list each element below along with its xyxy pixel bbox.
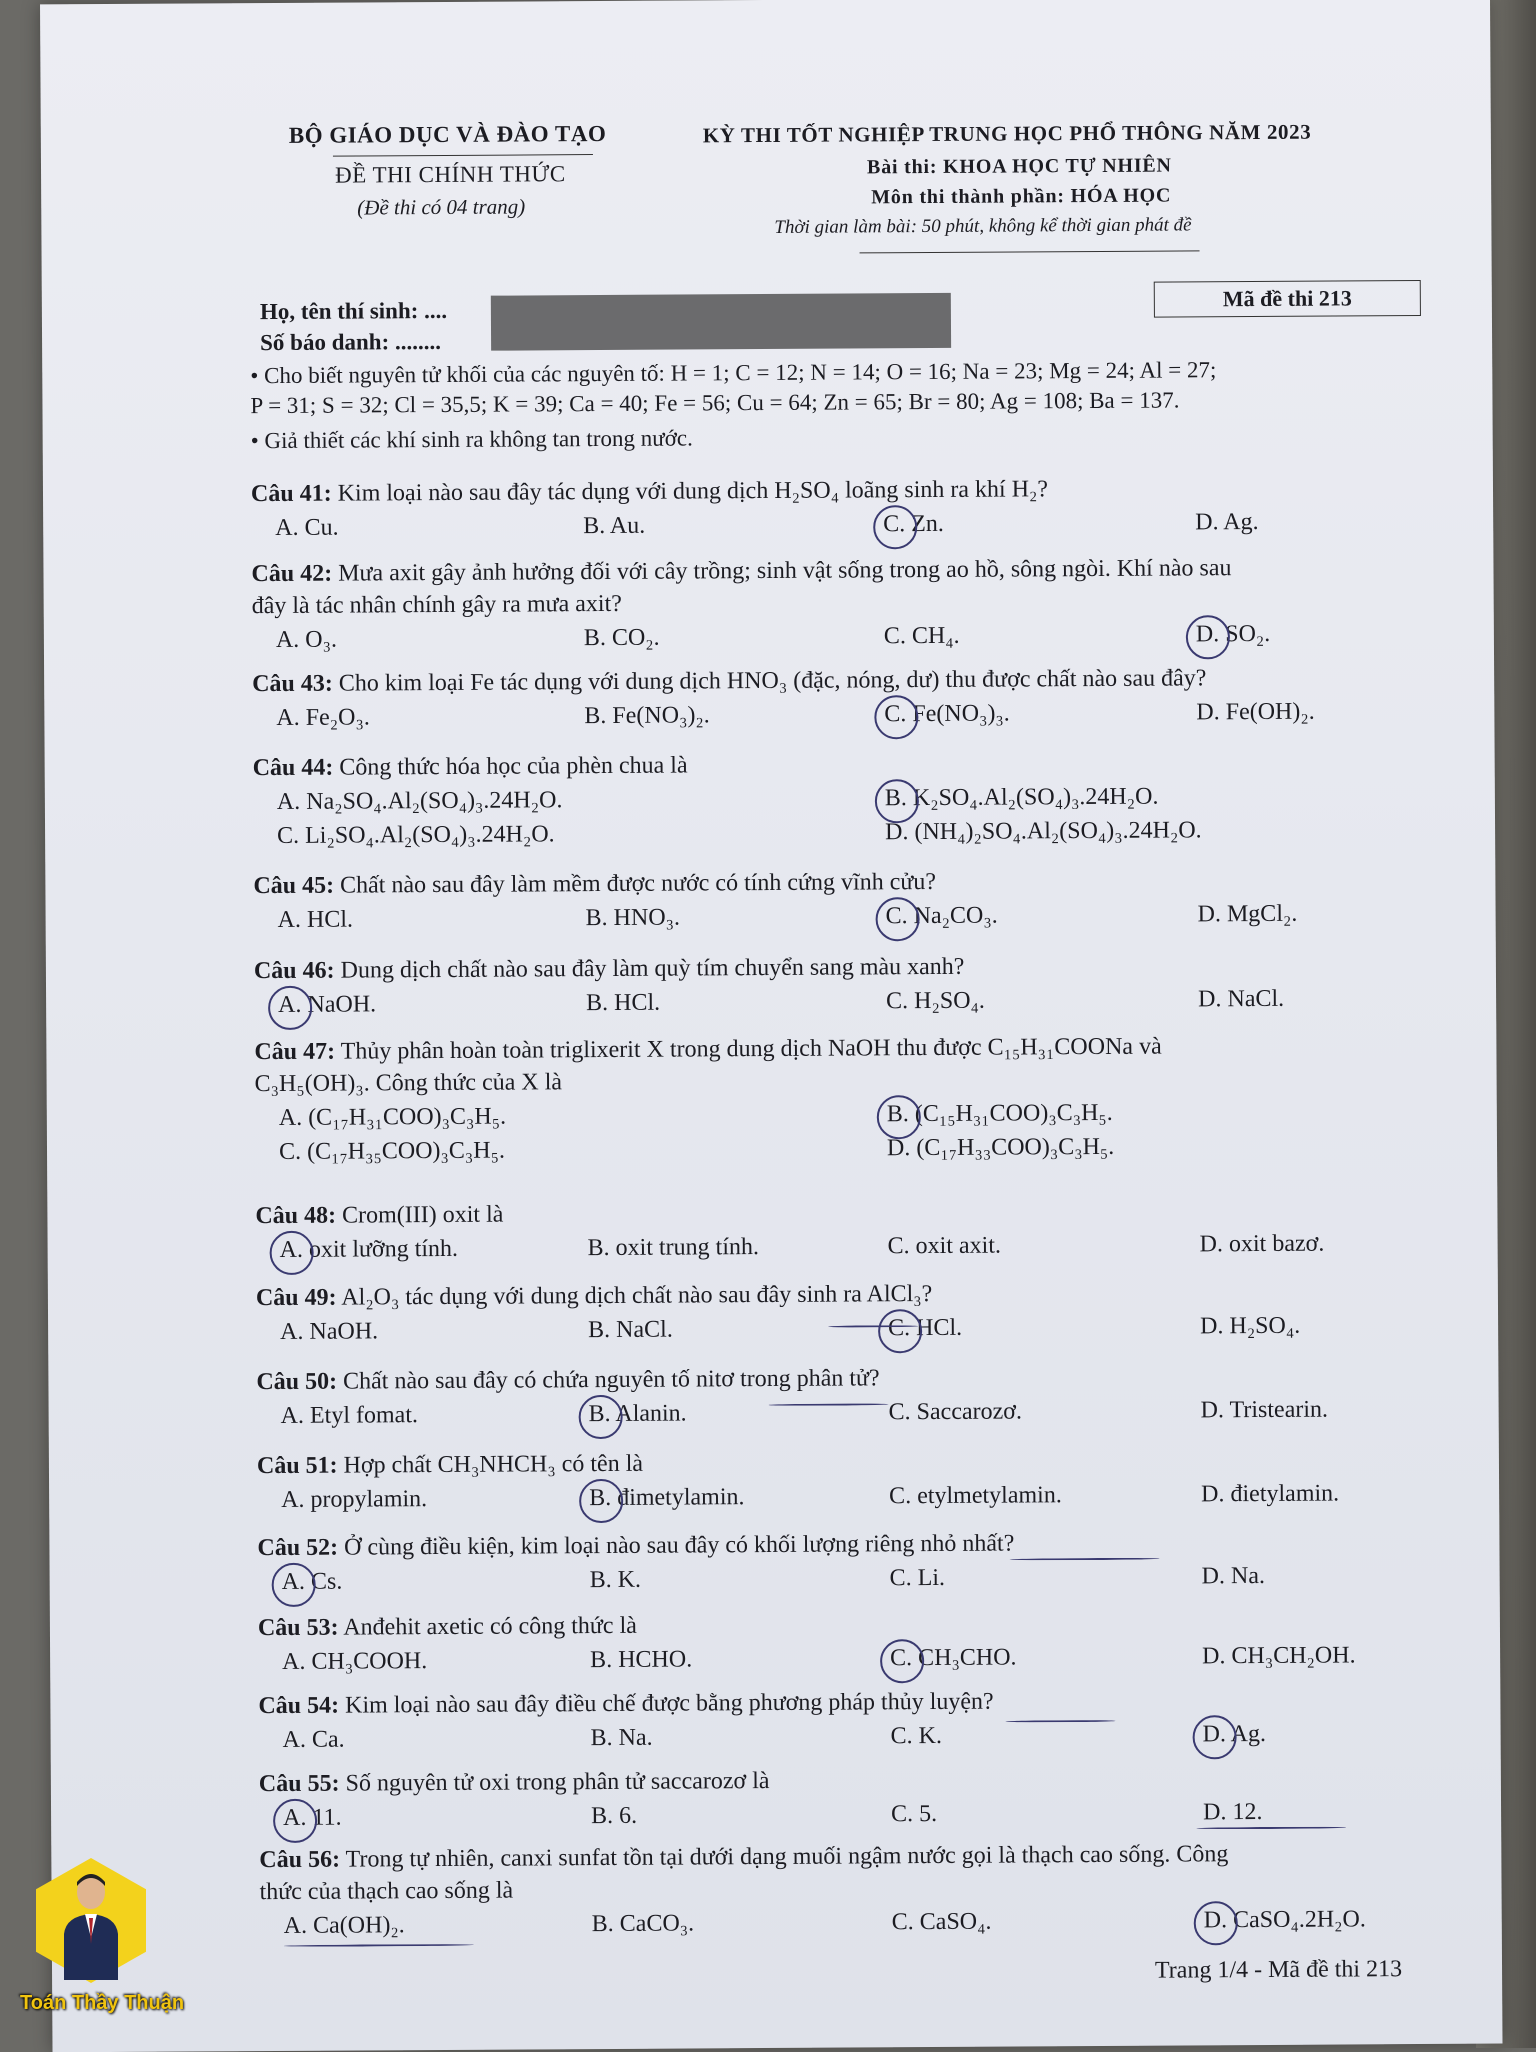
answer-option: B. K₂SO₄.Al₂(SO₄)₃.24H₂O. xyxy=(884,783,1159,812)
answer-option: A. CH₃COOH. xyxy=(282,1648,428,1675)
question-text: Mưa axit gây ảnh hưởng đối với cây trồng; sinh vật sống trong ao hồ, sông ngòi. Khí nào sau xyxy=(338,555,1232,587)
answer-option: B. K. xyxy=(589,1566,642,1594)
answer-option: C. etylmetylamin. xyxy=(889,1482,1062,1510)
answer-option: D. Tristearin. xyxy=(1200,1396,1329,1424)
answer-option: D. oxit bazơ. xyxy=(1199,1230,1325,1258)
redaction-box xyxy=(491,293,951,351)
gas-assumption: • Giả thiết các khí sinh ra không tan trong nước. xyxy=(250,425,693,454)
question-stem xyxy=(255,1202,503,1231)
question-number: Câu 45: xyxy=(253,872,335,900)
answer-option: A. Etyl fomat. xyxy=(280,1402,419,1429)
handwritten-underline-mark xyxy=(1010,1558,1160,1561)
answer-option: C. oxit axit. xyxy=(887,1232,1002,1260)
question-number: Câu 49: xyxy=(255,1284,337,1312)
question-number: Câu 53: xyxy=(257,1614,339,1642)
question-number: Câu 51: xyxy=(256,1452,338,1480)
answer-option: C. Saccarozơ. xyxy=(888,1398,1023,1426)
question-stem xyxy=(259,1768,770,1798)
question-text: Chất nào sau đây làm mềm được nước có tính cứng vĩnh cửu? xyxy=(339,868,937,899)
question-text: Kim loại nào sau đây tác dụng với dung dịch H₂SO₄ loãng sinh ra khí H₂? xyxy=(337,476,1049,507)
answer-option: C. Na₂CO₃. xyxy=(885,902,998,930)
question-stem xyxy=(257,1531,1014,1563)
answer-option: B. CO₂. xyxy=(583,624,660,652)
answer-option: B. Au. xyxy=(583,512,646,540)
atomic-mass-info: • Cho biết nguyên tử khối của các nguyên tố: H = 1; C = 12; N = 14; O = 16; Na = 23; Mg = 24; Al = 27; xyxy=(250,357,1217,389)
answer-option: D. (C₁₇H₃₃COO)₃C₃H₅. xyxy=(886,1133,1115,1162)
answer-option: A. O₃. xyxy=(275,626,338,653)
answer-option: D. Na. xyxy=(1201,1562,1266,1590)
question-number: Câu 52: xyxy=(257,1534,339,1562)
answer-option: B. HCl. xyxy=(586,989,661,1017)
handwritten-circle-mark xyxy=(875,897,919,941)
handwritten-circle-mark xyxy=(878,1309,922,1353)
answer-option: B. oxit trung tính. xyxy=(587,1234,760,1262)
handwritten-circle-mark xyxy=(1194,1901,1238,1945)
answer-option: B. Alanin. xyxy=(588,1400,687,1428)
exam-title: KỲ THI TỐT NGHIỆP TRUNG HỌC PHỔ THÔNG NĂM 2023 xyxy=(702,119,1312,148)
answer-option: A. NaOH. xyxy=(280,1318,379,1345)
answer-option: C. HCl. xyxy=(888,1314,963,1342)
question-text: Hợp chất CH₃NHCH₃ có tên là xyxy=(343,1450,644,1479)
question-text-continued: C₃H₅(OH)₃. Công thức của X là xyxy=(254,1069,563,1098)
question-number: Câu 55: xyxy=(258,1770,340,1798)
question-text: Công thức hóa học của phèn chua là xyxy=(339,752,688,781)
question-text: Trong tự nhiên, canxi sunfat tồn tại dưới dạng muối ngậm nước gọi là thạch cao sống. Công xyxy=(345,1841,1229,1873)
answer-option: B. Na. xyxy=(590,1724,653,1752)
answer-option: B. NaCl. xyxy=(588,1316,673,1344)
handwritten-underline-mark xyxy=(1006,1720,1116,1723)
question-stem xyxy=(259,1841,1228,1874)
question-number: Câu 44: xyxy=(252,754,334,782)
answer-option: D. 12. xyxy=(1202,1798,1263,1826)
handwritten-underline-mark xyxy=(284,1944,474,1947)
question-stem xyxy=(254,1034,1161,1067)
atomic-mass-info-continued: P = 31; S = 32; Cl = 35,5; K = 39; Ca = 40; Fe = 56; Cu = 64; Zn = 65; Br = 80; Ag = 108; Ba = 137. xyxy=(250,387,1180,419)
question-text: Ở cùng điều kiện, kim loại nào sau đây có khối lượng riêng nhỏ nhất? xyxy=(344,1530,1015,1561)
answer-option: C. Fe(NO₃)₃. xyxy=(884,700,1010,728)
answer-option: B. HNO₃. xyxy=(585,904,681,932)
handwritten-circle-mark xyxy=(874,695,918,739)
answer-option: C. (C₁₇H₃₅COO)₃C₃H₅. xyxy=(278,1137,506,1165)
answer-option: D. Ag. xyxy=(1195,508,1259,536)
answer-option: B. Fe(NO₃)₂. xyxy=(584,702,710,730)
answer-option: B. (C₁₅H₃₁COO)₃C₃H₅. xyxy=(886,1099,1113,1128)
question-number: Câu 50: xyxy=(256,1368,338,1396)
answer-option: A. Na₂SO₄.Al₂(SO₄)₃.24H₂O. xyxy=(276,787,563,815)
handwritten-underline-mark xyxy=(769,1403,889,1406)
question-stem xyxy=(258,1689,993,1720)
answer-option: B. 6. xyxy=(591,1802,638,1830)
answer-option: C. CH₄. xyxy=(883,622,960,650)
answer-option: A. NaOH. xyxy=(278,991,377,1018)
answer-option: D. CH₃CH₂OH. xyxy=(1202,1642,1356,1670)
handwritten-circle-mark xyxy=(268,986,312,1030)
answer-option: D. H₂SO₄. xyxy=(1200,1312,1301,1340)
question-stem xyxy=(257,1451,643,1480)
question-stem xyxy=(256,1281,933,1312)
exam-paper xyxy=(40,0,1502,2052)
answer-option: C. H₂SO₄. xyxy=(886,987,985,1015)
answer-option: A. Cu. xyxy=(275,514,339,542)
teacher-portrait-icon xyxy=(60,1868,122,1980)
answer-option: D. Fe(OH)₂. xyxy=(1196,698,1315,726)
answer-option: C. CH₃CHO. xyxy=(890,1644,1017,1672)
handwritten-circle-mark xyxy=(1186,615,1230,659)
question-text-continued: thức của thạch cao sống là xyxy=(259,1877,514,1906)
handwritten-circle-mark xyxy=(579,1395,623,1439)
question-text-continued: đây là tác nhân chính gây ra mưa axit? xyxy=(251,590,622,620)
exam-time: Thời gian làm bài: 50 phút, không kể thời gian phát đề xyxy=(774,214,1192,238)
page-footer: Trang 1/4 - Mã đề thi 213 xyxy=(1154,1956,1403,1984)
watermark-text: Toán Thầy Thuận xyxy=(20,1992,185,2014)
question-text: Anđehit axetic có công thức là xyxy=(343,1612,637,1641)
question-stem xyxy=(253,869,936,900)
handwritten-circle-mark xyxy=(579,1479,623,1523)
answer-option: C. CaSO₄. xyxy=(891,1908,992,1936)
answer-option: C. K. xyxy=(890,1722,943,1750)
answer-option: D. SO₂. xyxy=(1195,620,1271,648)
answer-option: C. Li₂SO₄.Al₂(SO₄)₃.24H₂O. xyxy=(277,821,555,849)
handwritten-circle-mark xyxy=(877,1095,921,1139)
handwritten-circle-mark xyxy=(1192,1715,1236,1759)
question-text: Crom(III) oxit là xyxy=(342,1201,504,1229)
answer-option: B. HCHO. xyxy=(590,1646,693,1674)
answer-option: D. (NH₄)₂SO₄.Al₂(SO₄)₃.24H₂O. xyxy=(885,817,1202,846)
question-stem xyxy=(252,665,1206,698)
question-stem xyxy=(258,1613,637,1642)
answer-option: C. 5. xyxy=(891,1800,938,1828)
answer-option: A. Ca. xyxy=(282,1726,345,1753)
answer-option: B. CaCO₃. xyxy=(591,1910,695,1938)
answer-option: D. NaCl. xyxy=(1198,985,1285,1013)
answer-option: D. CaSO₄.2H₂O. xyxy=(1203,1906,1366,1934)
answer-option: D. Ag. xyxy=(1202,1720,1267,1748)
question-number: Câu 46: xyxy=(253,957,335,985)
candidate-number-label: Số báo danh: ........ xyxy=(260,328,442,356)
question-text: Al₂O₃ tác dụng với dung dịch chất nào sau đây sinh ra AlCl₃? xyxy=(341,1281,933,1311)
question-text: Thủy phân hoàn toàn triglixerit X trong dung dịch NaOH thu được C₁₅H₃₁COONa và xyxy=(340,1033,1162,1065)
answer-option: A. Cs. xyxy=(281,1568,343,1595)
answer-option: C. Zn. xyxy=(883,510,944,538)
question-number: Câu 56: xyxy=(259,1846,341,1874)
answer-option: D. MgCl₂. xyxy=(1197,900,1298,928)
handwritten-underline-mark xyxy=(1196,1826,1346,1829)
divider xyxy=(333,154,593,157)
answer-option: A. (C₁₇H₃₁COO)₃C₃H₅. xyxy=(278,1103,507,1131)
question-number: Câu 48: xyxy=(255,1202,337,1230)
official-label: ĐỀ THI CHÍNH THỨC xyxy=(334,161,566,188)
handwritten-circle-mark xyxy=(875,779,919,823)
exam-component: Môn thi thành phần: HÓA HỌC xyxy=(871,184,1172,209)
answer-option: C. Li. xyxy=(889,1564,946,1592)
answer-option: B. đimetylamin. xyxy=(589,1484,745,1512)
handwritten-circle-mark xyxy=(272,1563,316,1607)
question-stem xyxy=(251,555,1231,588)
question-number: Câu 47: xyxy=(254,1038,336,1066)
question-number: Câu 42: xyxy=(251,560,333,588)
question-stem xyxy=(256,1365,879,1396)
pages-note: (Đề thi có 04 trang) xyxy=(357,194,526,220)
candidate-name-label: Họ, tên thí sinh: .... xyxy=(259,297,448,325)
divider xyxy=(860,250,1200,253)
question-text: Dung dịch chất nào sau đây làm quỳ tím chuyển sang màu xanh? xyxy=(340,953,965,984)
answer-option: A. 11. xyxy=(283,1804,342,1831)
question-stem xyxy=(251,476,1048,508)
watermark-logo xyxy=(12,1858,185,2036)
handwritten-circle-mark xyxy=(270,1231,314,1275)
answer-option: A. oxit lưỡng tính. xyxy=(279,1235,459,1263)
question-number: Câu 54: xyxy=(258,1692,340,1720)
exam-code-box: Mã đề thi 213 xyxy=(1154,280,1421,318)
answer-option: D. đietylamin. xyxy=(1201,1480,1340,1508)
question-text: Kim loại nào sau đây điều chế được bằng phương pháp thủy luyện? xyxy=(345,1688,994,1719)
question-text: Số nguyên tử oxi trong phân tử saccarozơ là xyxy=(345,1768,770,1797)
exam-subject: Bài thi: KHOA HỌC TỰ NHIÊN xyxy=(866,154,1172,179)
question-text: Cho kim loại Fe tác dụng với dung dịch HNO₃ (đặc, nóng, dư) thu được chất nào sau đây? xyxy=(338,665,1207,697)
answer-option: A. HCl. xyxy=(277,906,354,933)
handwritten-circle-mark xyxy=(873,505,917,549)
answer-option: A. Ca(OH)₂. xyxy=(283,1912,405,1939)
question-number: Câu 43: xyxy=(252,670,333,698)
ministry-name: BỘ GIÁO DỤC VÀ ĐÀO TẠO xyxy=(288,120,607,148)
question-stem xyxy=(253,752,688,782)
answer-option: A. Fe₂O₃. xyxy=(276,704,370,731)
question-number: Câu 41: xyxy=(250,480,332,508)
answer-option: A. propylamin. xyxy=(281,1486,428,1513)
handwritten-circle-mark xyxy=(273,1799,317,1843)
question-text: Chất nào sau đây có chứa nguyên tố nitơ trong phân tử? xyxy=(343,1365,880,1395)
handwritten-circle-mark xyxy=(880,1639,924,1683)
question-stem xyxy=(254,954,965,985)
